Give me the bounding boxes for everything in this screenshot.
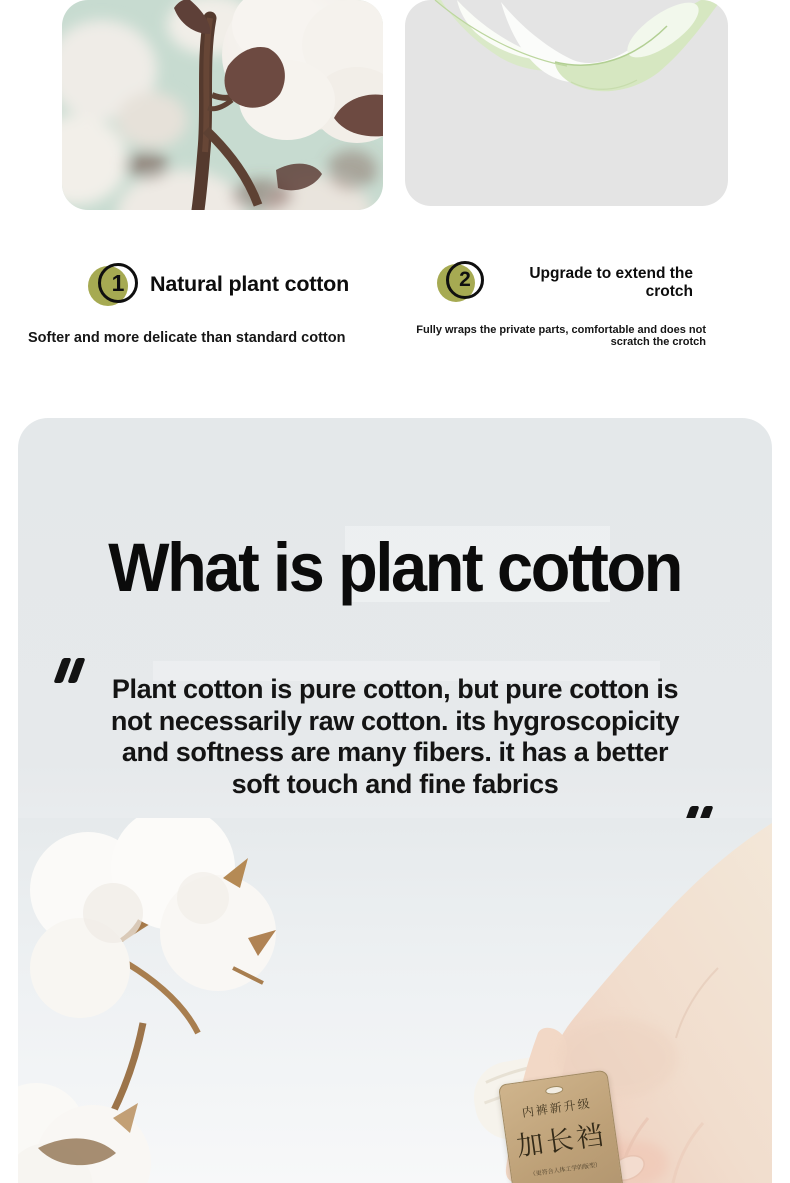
quote-line-3: and softness are many fibers. it has a better: [121, 737, 669, 767]
bottom-photo: [18, 818, 772, 1183]
feature-2-title-line2: crotch: [645, 282, 693, 300]
panty-illustration-card: [405, 0, 728, 206]
tag-hole: [545, 1085, 564, 1095]
tag-line-top: 内裤新升级: [521, 1096, 593, 1120]
cotton-plant-art: [62, 0, 383, 210]
feature-1-number-badge: [98, 263, 138, 303]
feature-2-subtitle: [376, 325, 706, 348]
quote-line-4: soft touch and fine fabrics: [231, 768, 559, 799]
feature-2-title: [413, 265, 693, 300]
feature-2-subtitle-line1: Fully wraps the private parts, comfortable and does not: [416, 324, 706, 336]
quote-text: [18, 674, 772, 800]
feature-2-number: 2: [459, 268, 471, 291]
panel-title: What is plant cotton: [108, 529, 682, 606]
tag-line-bottom: （更符合人体工学的版型）: [529, 1161, 602, 1179]
quote-line-2: not necessarily raw cotton. its hygroscopicity: [110, 705, 680, 736]
feature-2-subtitle-line2: scratch the crotch: [610, 335, 706, 348]
cotton-and-hand-photo-art: [18, 818, 772, 1183]
tag-line-main: 加长裆: [514, 1119, 609, 1162]
feature-1-number: 1: [111, 269, 125, 296]
info-panel: [18, 418, 772, 1183]
panty-waistband-illustration: [405, 0, 728, 206]
quote-line-1: Plant cotton is pure cotton, but pure cotton is: [111, 674, 679, 704]
feature-1-subtitle: Softer and more delicate than standard cotton: [28, 330, 346, 346]
cotton-plant-photo: [62, 0, 383, 210]
product-tag: [498, 1070, 624, 1183]
feature-2-title-line1: Upgrade to extend the: [529, 265, 693, 282]
feature-1-title: Natural plant cotton: [150, 272, 350, 296]
